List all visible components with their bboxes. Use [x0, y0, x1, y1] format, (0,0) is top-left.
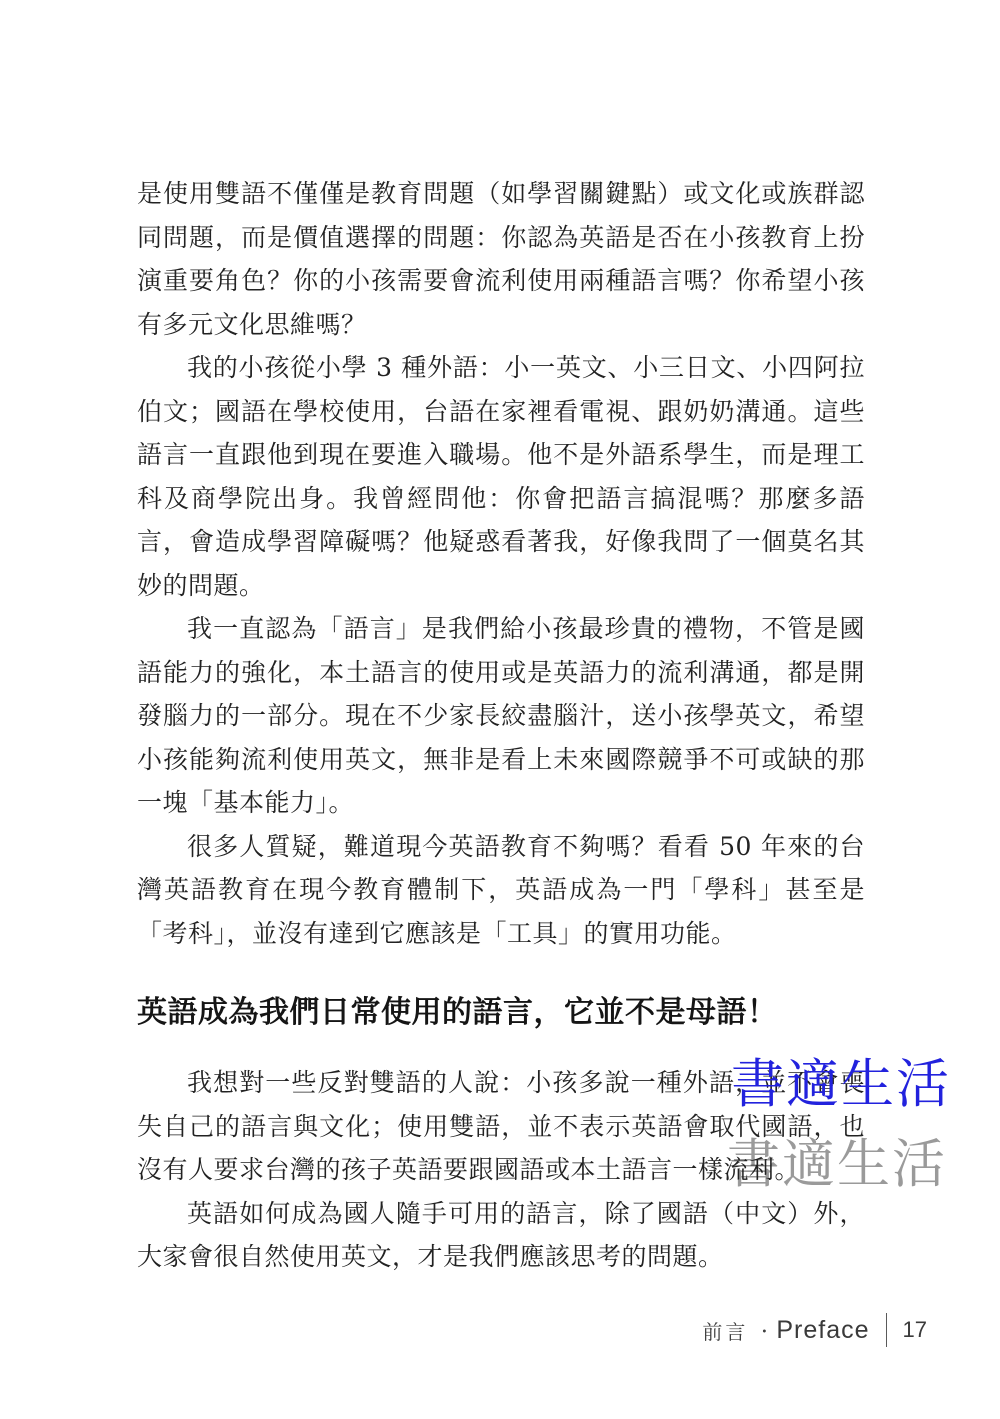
watermark-blue: 書適生活 — [731, 1054, 951, 1115]
footer-divider — [886, 1313, 887, 1347]
paragraph-2: 我的小孩從小學 3 種外語：小一英文、小三日文、小四阿拉伯文；國語在學校使用，台語在家裡看電視、跟奶奶溝通。這些語言一直跟他到現在要進入職場。他不是外語系學生，而是理工科及商學院出身。我曾經問他：你會把語言搞混嗎？那麼多語言，會造成學習障礙嗎？他疑惑看著我，好像我問了一個莫名其妙的問題。 — [137, 353, 865, 600]
section-heading: 英語成為我們日常使用的語言，它並不是母語！ — [137, 995, 778, 1030]
footer-section-zh: 前言 — [702, 1321, 749, 1344]
paragraph-6: 英語如何成為國人隨手可用的語言，除了國語（中文）外，大家會很自然使用英文，才是我們應該思考的問題。 — [137, 1198, 865, 1271]
paragraph-3: 我一直認為「語言」是我們給小孩最珍貴的禮物，不管是國語能力的強化，本土語言的使用或是英語力的流利溝通，都是開發腦力的一部分。現在不少家長絞盡腦汁，送小孩學英文，希望小孩能夠流利使用英文，無非是看上未來國際競爭不可或缺的那一塊「基本能力」。 — [137, 614, 865, 817]
watermark-gray: 書適生活 — [727, 1134, 947, 1195]
page-number: 17 — [902, 1317, 927, 1342]
footer-separator-dot: ・ — [756, 1323, 773, 1341]
footer-section-en: Preface — [776, 1315, 870, 1344]
page-footer — [702, 1310, 927, 1350]
paragraph-4: 很多人質疑，難道現今英語教育不夠嗎？看看 50 年來的台灣英語教育在現今教育體制下，英語成為一門「學科」甚至是「考科」，並沒有達到它應該是「工具」的實用功能。 — [137, 831, 865, 948]
paragraph-1: 是使用雙語不僅僅是教育問題（如學習關鍵點）或文化或族群認同問題，而是價值選擇的問題：你認為英語是否在小孩教育上扮演重要角色？你的小孩需要會流利使用兩種語言嗎？你希望小孩有多元文化思維嗎？ — [137, 179, 865, 339]
paragraph-5: 我想對一些反對雙語的人說：小孩多說一種外語，並不會喪失自己的語言與文化；使用雙語，並不表示英語會取代國語，也沒有人要求台灣的孩子英語要跟國語或本土語言一樣流利。 — [137, 1068, 865, 1184]
